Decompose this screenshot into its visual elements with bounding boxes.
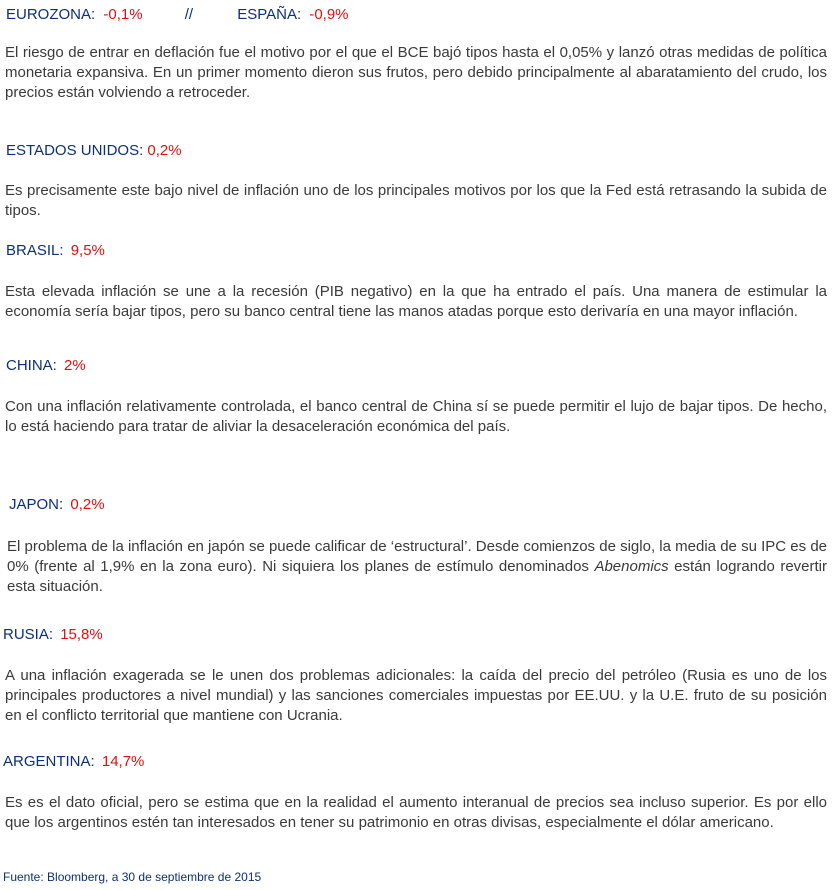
abenomics-term: Abenomics [594, 558, 669, 575]
value-japon: 0,2% [70, 496, 105, 513]
heading-argentina [3, 753, 144, 771]
paragraph-argentina: Es es el dato oficial, pero se estima que en la realidad el aumento interanual de precios sea incluso superior. Es por ello que los argentinos estén tan interesados en tener su patrimonio en otras divisas, especialmente el dólar americano. [5, 794, 827, 831]
paragraph-japon-text-start: El problema de la inflación en japón se puede calificar de ‘estructural’. Desde comienzos de siglo, la media de su IPC es de 0% (frente al 1,9% en la zona euro). Ni siquiera los planes de estímulo denominados [7, 538, 827, 575]
separator: // [184, 6, 194, 23]
heading-japon [9, 496, 105, 514]
label-china: CHINA: [6, 357, 57, 374]
label-argentina: ARGENTINA: [3, 753, 95, 770]
label-brasil: BRASIL: [6, 242, 64, 259]
label-espana: ESPAÑA: [237, 6, 302, 23]
heading-brasil [6, 242, 105, 260]
paragraph-estados-unidos: Es precisamente este bajo nivel de inflación uno de los principales motivos por los que la Fed está retrasando la subida de tipos. [5, 182, 827, 219]
heading-eurozona [6, 6, 349, 24]
paragraph-china: Con una inflación relativamente controlada, el banco central de China sí se puede permitir el lujo de bajar tipos. De hecho, lo está haciendo para tratar de aliviar la desaceleración económica del país. [5, 398, 827, 435]
value-argentina: 14,7% [101, 753, 145, 770]
paragraph-japon-text-end: están logrando revertir esta situación. [7, 558, 827, 595]
heading-china [6, 357, 86, 375]
value-brasil: 9,5% [70, 242, 105, 259]
value-eurozona: -0,1% [103, 6, 143, 23]
source-note: Fuente: Bloomberg, a 30 de septiembre de 2015 [3, 870, 262, 884]
paragraph-japon [7, 537, 827, 597]
heading-rusia [3, 626, 103, 644]
label-estados-unidos: ESTADOS UNIDOS: [6, 142, 144, 159]
value-espana: -0,9% [309, 6, 349, 23]
label-eurozona: EUROZONA: [6, 6, 96, 23]
paragraph-rusia: A una inflación exagerada se le unen dos problemas adicionales: la caída del precio del petróleo (Rusia es uno de los principales productores a nivel mundial) y las sanciones comerciales impuestas por EE.UU. y la U.E. fruto de su posición en el conflicto territorial que mantiene con Ucrania. [5, 667, 827, 724]
paragraph-brasil: Esta elevada inflación se une a la recesión (PIB negativo) en la que ha entrado el país. Una manera de estimular la economía sería bajar tipos, pero su banco central tiene las manos atadas porque esto derivaría en una mayor inflación. [5, 283, 827, 320]
label-rusia: RUSIA: [3, 626, 54, 643]
heading-estados-unidos [6, 142, 182, 160]
value-china: 2% [64, 357, 86, 374]
label-japon: JAPON: [9, 496, 64, 513]
paragraph-eurozona: El riesgo de entrar en deflación fue el motivo por el que el BCE bajó tipos hasta el 0,05% y lanzó otras medidas de política monetaria expansiva. En un primer momento dieron sus frutos, pero debido principalmente al abaratamiento del crudo, los precios están volviendo a retroceder. [5, 44, 827, 101]
value-estados-unidos: 0,2% [147, 142, 182, 159]
value-rusia: 15,8% [60, 626, 103, 643]
